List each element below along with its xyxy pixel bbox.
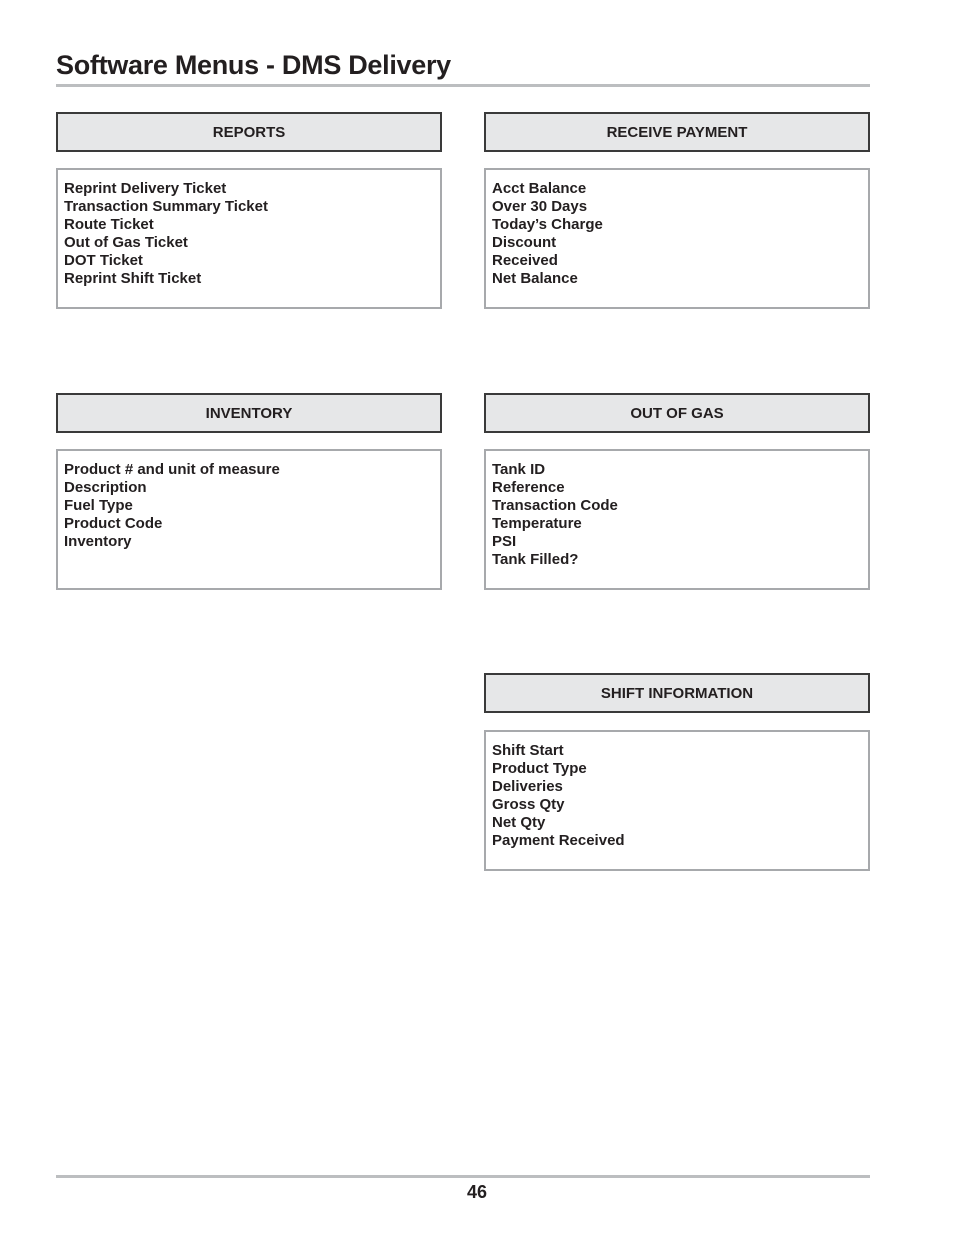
shift-information-item-payment-received: Payment Received [492, 832, 625, 849]
reports-item-dot-ticket: DOT Ticket [64, 252, 143, 269]
inventory-menu-list [56, 449, 442, 590]
reports-item-transaction-summary-ticket: Transaction Summary Ticket [64, 198, 268, 215]
receive-payment-item-received: Received [492, 252, 558, 269]
out-of-gas-item-reference: Reference [492, 479, 565, 496]
out-of-gas-menu-list [484, 449, 870, 590]
title-divider [56, 84, 870, 87]
out-of-gas-item-psi: PSI [492, 533, 517, 550]
receive-payment-item-acct-balance: Acct Balance [492, 180, 587, 197]
reports-item-reprint-delivery-ticket: Reprint Delivery Ticket [64, 180, 227, 197]
inventory-item-description: Description [64, 479, 147, 496]
out-of-gas-item-tank-filled: Tank Filled? [492, 551, 579, 568]
inventory-item-fuel-type: Fuel Type [64, 497, 133, 514]
shift-information-item-net-qty: Net Qty [492, 814, 546, 831]
reports-menu-header: REPORTS [56, 112, 442, 152]
out-of-gas-item-temperature: Temperature [492, 515, 582, 532]
shift-information-item-gross-qty: Gross Qty [492, 796, 565, 813]
out-of-gas-item-transaction-code: Transaction Code [492, 497, 618, 514]
inventory-item-product-unit: Product # and unit of measure [64, 461, 280, 478]
receive-payment-menu-list [484, 168, 870, 309]
shift-information-item-shift-start: Shift Start [492, 742, 564, 759]
reports-item-reprint-shift-ticket: Reprint Shift Ticket [64, 270, 202, 287]
receive-payment-item-net-balance: Net Balance [492, 270, 578, 287]
shift-information-menu-list [484, 730, 870, 871]
inventory-item-inventory: Inventory [64, 533, 132, 550]
receive-payment-item-discount: Discount [492, 234, 557, 251]
page-number: 46 [466, 1182, 488, 1202]
receive-payment-item-todays-charge: Today’s Charge [492, 216, 603, 233]
footer-divider [56, 1175, 870, 1178]
out-of-gas-item-tank-id: Tank ID [492, 461, 546, 478]
reports-item-route-ticket: Route Ticket [64, 216, 154, 233]
reports-item-out-of-gas-ticket: Out of Gas Ticket [64, 234, 188, 251]
inventory-menu-header: INVENTORY [56, 393, 442, 433]
receive-payment-menu-header: RECEIVE PAYMENT [484, 112, 870, 152]
reports-menu-list [56, 168, 442, 309]
shift-information-item-deliveries: Deliveries [492, 778, 563, 795]
receive-payment-item-over-30-days: Over 30 Days [492, 198, 588, 215]
page-title: Software Menus - DMS Delivery [56, 50, 451, 80]
inventory-item-product-code: Product Code [64, 515, 163, 532]
shift-information-item-product-type: Product Type [492, 760, 587, 777]
out-of-gas-menu-header: OUT OF GAS [484, 393, 870, 433]
shift-information-menu-header: SHIFT INFORMATION [484, 673, 870, 713]
